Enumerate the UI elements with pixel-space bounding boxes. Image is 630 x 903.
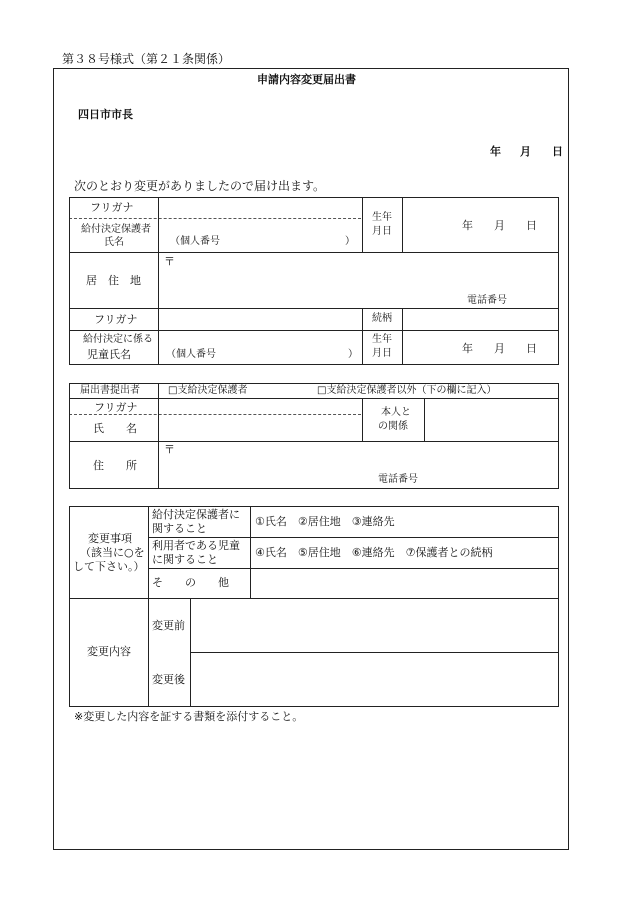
submitter-phone-label: 電話番号 bbox=[378, 474, 418, 485]
user-row-label-2: に関すること bbox=[152, 553, 218, 566]
child-label-1: 給付決定に係る bbox=[83, 334, 153, 345]
user-options[interactable]: ④氏名 ⑤居住地 ⑥連絡先 ⑦保護者との続柄 bbox=[255, 546, 493, 559]
before-label: 変更前 bbox=[152, 619, 185, 632]
intro-text: 次のとおり変更がありましたので届け出ます。 bbox=[74, 179, 326, 193]
form-title: 申請内容変更届出書 bbox=[257, 73, 356, 86]
guardian-birth-label-1: 生年 bbox=[372, 212, 392, 223]
other-label: そ の 他 bbox=[152, 576, 229, 589]
guardian-birth-label-2: 月日 bbox=[372, 226, 392, 237]
postal-mark: 〒 bbox=[164, 255, 175, 268]
child-birth-label-1: 生年 bbox=[372, 334, 392, 345]
guardian-options[interactable]: ①氏名 ②居住地 ③連絡先 bbox=[255, 515, 395, 528]
address-label: 居 住 地 bbox=[86, 274, 141, 287]
child-birth-day: 日 bbox=[526, 342, 537, 355]
guardian-row-label-1: 給付決定保護者に bbox=[152, 508, 240, 521]
guardian-name-label-2: 氏名 bbox=[104, 237, 124, 248]
child-birth-month: 月 bbox=[494, 342, 505, 355]
change-items-label-2: （該当に○を bbox=[80, 546, 145, 559]
guardian-personal-number-close: ） bbox=[345, 236, 355, 247]
user-row-label-1: 利用者である児童 bbox=[152, 539, 240, 552]
guardian-row-label-2: 関すること bbox=[152, 522, 207, 535]
submitter-address-label: 住 所 bbox=[93, 459, 137, 472]
date-month: 月 bbox=[520, 145, 531, 158]
addressee: 四日市市長 bbox=[78, 108, 133, 121]
guardian-name-label-1: 給付決定保護者 bbox=[81, 224, 151, 235]
submitter-relation-label-2: の関係 bbox=[378, 421, 408, 432]
submitter-relation-label-1: 本人と bbox=[381, 407, 411, 418]
submitter-option-other-checkbox[interactable]: □支給決定保護者以外（下の欄に記入） bbox=[317, 385, 497, 396]
date-day: 日 bbox=[552, 145, 563, 158]
relation-label: 続柄 bbox=[372, 313, 392, 324]
form-number: 第３８号様式（第２１条関係） bbox=[62, 52, 231, 66]
guardian-personal-number-label: （個人番号 bbox=[170, 236, 220, 247]
guardian-furigana-label: フリガナ bbox=[90, 201, 134, 214]
child-label-2: 児童氏名 bbox=[87, 348, 131, 361]
guardian-birth-year: 年 bbox=[462, 219, 473, 232]
child-birth-year: 年 bbox=[462, 342, 473, 355]
submitter-postal-mark: 〒 bbox=[164, 443, 175, 456]
submitter-label: 届出書提出者 bbox=[80, 385, 140, 396]
date-year: 年 bbox=[490, 145, 501, 158]
change-content-label: 変更内容 bbox=[87, 645, 131, 658]
submitter-option-guardian-checkbox[interactable]: □支給決定保護者 bbox=[168, 385, 248, 396]
guardian-birth-day: 日 bbox=[526, 219, 537, 232]
submitter-name-label: 氏 名 bbox=[93, 422, 137, 435]
attachment-note: ※変更した内容を証する書類を添付すること。 bbox=[74, 710, 304, 723]
guardian-birth-month: 月 bbox=[494, 219, 505, 232]
child-personal-number-label: （個人番号 bbox=[166, 349, 216, 360]
change-items-label-3: して下さい。） bbox=[73, 560, 145, 573]
child-birth-label-2: 月日 bbox=[372, 348, 392, 359]
change-items-label-1: 変更事項 bbox=[88, 532, 132, 545]
child-furigana-label: フリガナ bbox=[94, 313, 138, 326]
submitter-furigana-label: フリガナ bbox=[94, 401, 138, 414]
child-personal-number-close: ） bbox=[348, 349, 358, 360]
phone-label: 電話番号 bbox=[467, 295, 507, 306]
after-label: 変更後 bbox=[152, 673, 185, 686]
